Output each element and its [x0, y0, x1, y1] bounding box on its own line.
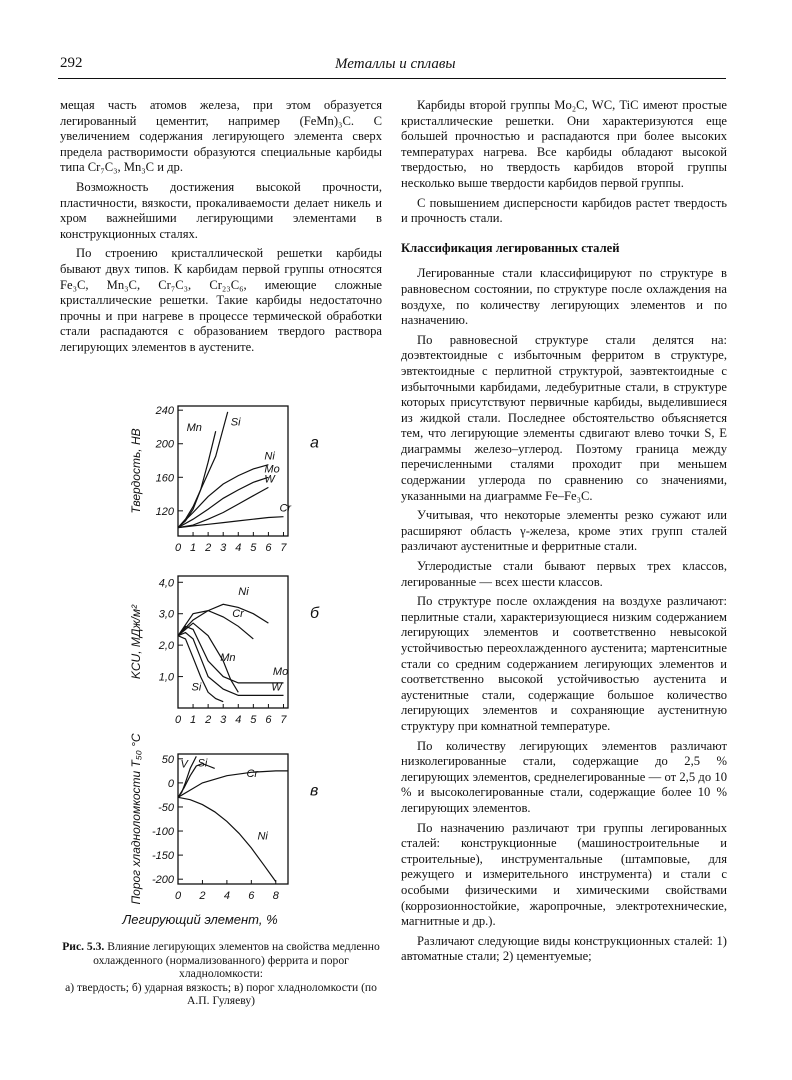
series-line-mo	[178, 477, 268, 527]
x-tick-label: 1	[190, 542, 197, 554]
figure-caption	[60, 940, 382, 1008]
y-tick-label: -200	[151, 874, 174, 887]
series-line-ni	[178, 465, 268, 528]
panel-letter: а	[310, 434, 319, 452]
x-tick-label: 0	[174, 890, 182, 902]
y-tick-label: 4,0	[158, 577, 174, 590]
x-tick-label: 3	[220, 542, 227, 554]
panel-letter: в	[310, 782, 319, 800]
y-tick-label: -50	[158, 801, 174, 814]
paragraph: По строению кристаллической решетки карбиды бывают двух типов. К карбидам первой группы относятся Fe₃C, Mn₃C, Cr₇C₃, Cr₂₃C₆, имеющие сложные кристаллические решетки. Такие карбиды недостаточно прочны и при нагреве в процессе термической обработки стали распадаются с образованием твердого раствора легирующих элементов в аустените.	[60, 246, 382, 354]
x-tick-label: 0	[174, 714, 182, 726]
caption-legend: а) твердость; б) ударная вязкость; в) порог хладноломкости (по А.П. Гуляеву)	[65, 980, 377, 1008]
y-tick-label: 160	[155, 472, 174, 485]
series-label-si: Si	[191, 681, 202, 694]
y-tick-label: 1,0	[158, 671, 174, 684]
running-title: Металлы и сплавы	[335, 56, 456, 72]
y-tick-label: 200	[155, 438, 174, 451]
x-tick-label: 6	[248, 890, 255, 902]
caption-label: Рис. 5.3.	[62, 940, 105, 953]
paragraph: С повышением дисперсности карбидов растет твердость и прочность стали.	[401, 195, 727, 226]
right-column	[401, 98, 727, 969]
series-label-ni: Ni	[264, 450, 275, 463]
figure-xlabel: Легирующий элемент, %	[122, 912, 278, 927]
x-tick-label: 5	[250, 714, 257, 726]
page-number: 292	[60, 55, 83, 71]
plot-frame-2	[178, 754, 288, 884]
x-tick-label: 7	[280, 714, 287, 726]
series-line-si	[178, 412, 228, 528]
series-label-si: Si	[230, 416, 241, 429]
x-tick-label: 6	[265, 542, 272, 554]
series-line-w	[178, 487, 268, 527]
series-label-mn: Mn	[220, 651, 236, 664]
y-axis-label: KCU, МДж/м²	[129, 604, 143, 680]
paragraph: По количеству легирующих элементов различают низколегированные стали, содержащие до 2,5 % легирующих элементов, среднелегированные — от 2,5 до 10 % и высоколегированные стали, содержащие более 10 % легирующих элементов.	[401, 738, 727, 815]
header-rule	[58, 78, 726, 79]
x-tick-label: 4	[235, 542, 242, 554]
x-tick-label: 1	[190, 714, 197, 726]
x-tick-label: 6	[265, 714, 272, 726]
series-label-ni: Ni	[238, 585, 249, 598]
x-tick-label: 0	[174, 542, 182, 554]
x-tick-label: 2	[205, 542, 212, 554]
x-tick-label: 5	[250, 542, 257, 554]
y-tick-label: 240	[155, 405, 174, 418]
paragraph: Учитывая, что некоторые элементы резко сужают или расширяют область γ-железа, кроме этих групп сталей различают аустенитные и ферритные стали.	[401, 508, 727, 554]
series-line-ni	[178, 604, 268, 635]
y-tick-label: 120	[155, 505, 174, 518]
paragraph: Легированные стали классифицируют по структуре в равновесном состоянии, по структуре после охлаждения на воздухе, по количеству легирующих элементов и по назначению.	[401, 266, 727, 328]
y-tick-label: 0	[167, 777, 174, 790]
figure-charts	[60, 398, 382, 938]
series-label-cr: Cr	[279, 502, 292, 515]
y-tick-label: 50	[161, 753, 174, 766]
series-label-ni: Ni	[257, 830, 268, 843]
x-tick-label: 3	[220, 714, 227, 726]
x-tick-label: 7	[280, 542, 287, 554]
paragraph: мещая часть атомов железа, при этом образуется легированный цементит, например (FeMn)₃C. С увеличением содержания легирующего элемента сверх предела растворимости образуются специальные карбиды типа Cr₇C₃, Mn₃C и др.	[60, 98, 382, 175]
x-tick-label: 4	[235, 714, 242, 726]
left-column	[60, 98, 382, 360]
y-tick-label: 3,0	[158, 608, 174, 621]
caption-text: Влияние легирующих элементов на свойства медленно охлажденного (нормализованного) феррита и порог хладноломкости:	[93, 940, 380, 981]
paragraph: Углеродистые стали бывают первых трех классов, легированные — всех шести классов.	[401, 559, 727, 589]
series-line-cr	[178, 771, 288, 797]
series-line-mn	[178, 431, 216, 527]
series-label-cr: Cr	[232, 607, 244, 620]
paragraph: По структуре после охлаждения на воздухе различают: перлитные стали, характеризующиеся низким содержанием легирующих элементов и соответственно невысокой устойчивостью переохлажденного аустенита; мартенситные стали со средним содержанием легирующих элементов и соответственно высокой устойчивостью аустенита и аустенитные стали, содержащие большое количество легирующих элементов и сохраняющие аустенитную структуру при комнатной температуре.	[401, 594, 727, 733]
paragraph: Карбиды второй группы Mo₂C, WC, TiC имеют простые кристаллические решетки. Они характеризуются еще большей прочностью и распадаются при более высоких температурах нагрева. Все карбиды обладают высокой твердостью, но твердость карбидов второй группы несколько выше твердости карбидов первой группы.	[401, 98, 727, 190]
series-label-si: Si	[197, 757, 208, 770]
y-axis-label: Твердость, HB	[129, 428, 143, 514]
paragraph: Возможность достижения высокой прочности, пластичности, вязкости, прокаливаемости делает никель и хром важнейшими легирующими элементами в конструкционных сталях.	[60, 179, 382, 241]
y-tick-label: 2,0	[158, 640, 174, 653]
section-heading: Классификация легированных сталей	[401, 240, 620, 255]
panel-letter: б	[310, 605, 319, 623]
series-label-w: W	[271, 681, 282, 694]
paragraph: Различают следующие виды конструкционных сталей: 1) автоматные стали; 2) цементуемые;	[401, 933, 727, 964]
y-tick-label: -150	[151, 850, 174, 863]
series-label-cr: Cr	[246, 768, 259, 781]
series-label-v: V	[180, 758, 188, 771]
y-axis-label: Порог хладноломкости Т₅₀ °С	[129, 733, 143, 905]
x-tick-label: 4	[223, 890, 230, 902]
series-label-mo: Mo	[272, 666, 289, 678]
series-label-mn: Mn	[186, 422, 202, 435]
x-tick-label: 8	[272, 890, 279, 902]
series-label-mo: Mo	[264, 463, 280, 476]
x-tick-label: 2	[199, 890, 206, 902]
y-tick-label: -100	[151, 826, 174, 839]
paragraph: По равновесной структуре стали делятся на: доэвтектоидные с избыточным ферритом в структуре, эвтектоидные с перлитной структурой, заэвтектоидные с избыточными карбидами, ледебуритные стали, в структуре которых присутствуют первичные карбиды, выделившиеся из жидкой стали. Последнее обстоятельство объясняется тем, что легирующие элементы сдвигают влево точки S, E диаграммы железо–углерод. Поэтому граница между перечисленными сталями проходит при меньшем содержании углерода по сравнению со значениями, указанными на диаграмме Fe–Fe₃C.	[401, 332, 727, 503]
series-label-w: W	[264, 473, 275, 486]
paragraph: По назначению различают три группы легированных сталей: конструкционные (машиностроительные и строительные), инструментальные (штамповые, для режущего и измерительного инструмента) и стали с особыми физическими и химическими свойствами (коррозионностойкие, жаропрочные, электротехнические, магнитные и др.).	[401, 820, 727, 929]
x-tick-label: 2	[205, 714, 212, 726]
